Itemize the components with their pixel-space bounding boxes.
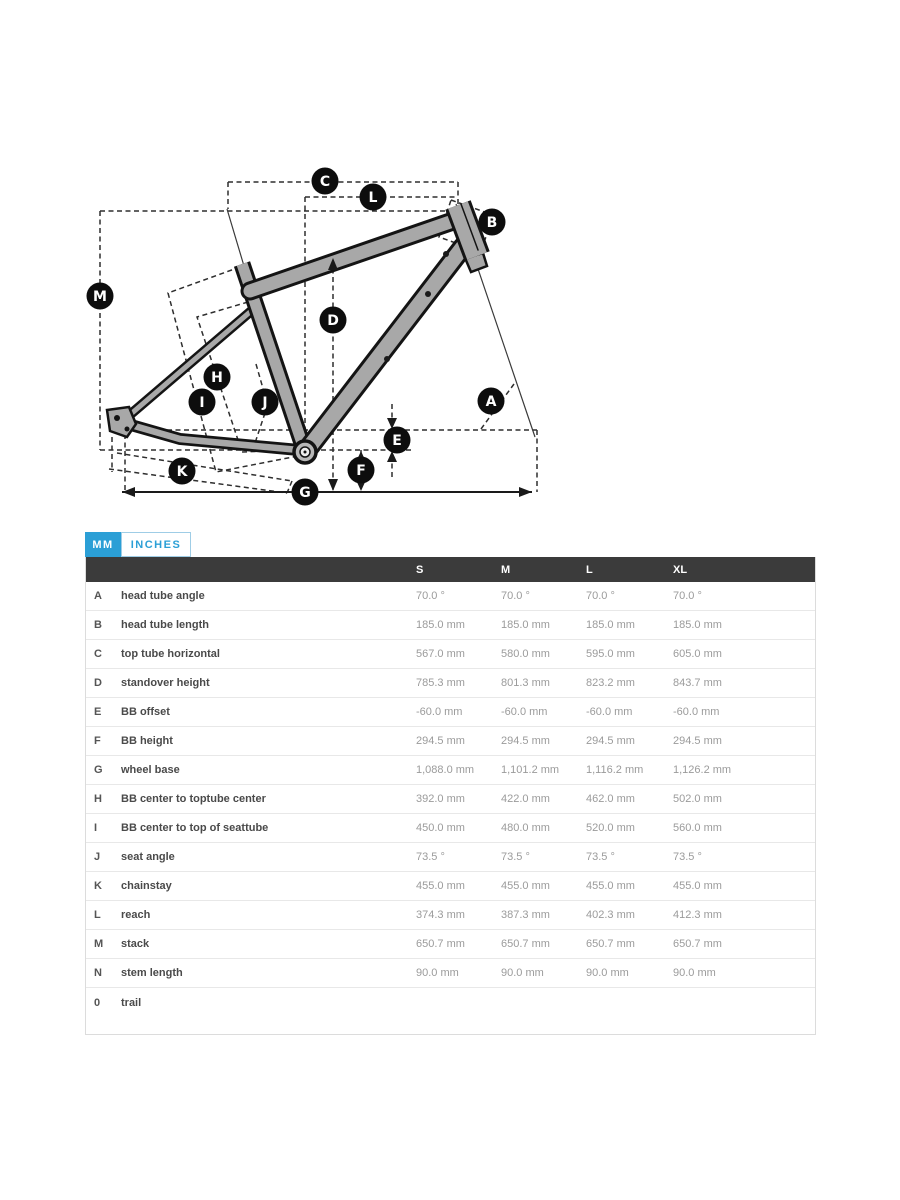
svg-text:I: I [199, 395, 205, 411]
cell-value: 73.5 ° [586, 851, 615, 863]
cell-value: 185.0 mm [586, 619, 635, 631]
cell-value: 823.2 mm [586, 677, 635, 689]
row-name: top tube horizontal [121, 648, 220, 660]
cable-guide-dot [384, 356, 390, 362]
row-letter: N [94, 967, 102, 979]
svg-text:G: G [299, 485, 311, 501]
cell-value: 412.3 mm [673, 909, 722, 921]
cell-value: 650.7 mm [673, 938, 722, 950]
svg-text:M: M [93, 289, 107, 305]
cell-value: 294.5 mm [501, 735, 550, 747]
cell-value: 502.0 mm [673, 793, 722, 805]
row-name: BB offset [121, 706, 170, 718]
svg-text:K: K [176, 464, 188, 480]
column-header-m: M [501, 563, 511, 576]
row-letter: 0 [94, 997, 101, 1009]
rear-dropout [107, 407, 136, 437]
row-letter: B [94, 619, 102, 631]
table-row-d [86, 669, 815, 698]
cell-value: 70.0 ° [673, 590, 702, 602]
row-name: stem length [121, 967, 183, 979]
row-letter: A [94, 590, 102, 602]
cell-value: 650.7 mm [416, 938, 465, 950]
cell-value: 605.0 mm [673, 648, 722, 660]
cell-value: 595.0 mm [586, 648, 635, 660]
row-name: wheel base [121, 764, 180, 776]
column-header-l: L [586, 563, 593, 576]
cell-value: 294.5 mm [416, 735, 465, 747]
cell-value: 392.0 mm [416, 793, 465, 805]
diagram-label-i [189, 389, 216, 416]
cell-value: 73.5 ° [416, 851, 445, 863]
cell-value: 294.5 mm [673, 735, 722, 747]
row-name: head tube length [121, 619, 209, 631]
row-name: reach [121, 909, 151, 921]
cell-value: 70.0 ° [416, 590, 445, 602]
row-letter: I [94, 822, 98, 834]
table-row-k [86, 872, 815, 901]
table-row-h [86, 785, 815, 814]
cell-value: 450.0 mm [416, 822, 465, 834]
cell-value: 70.0 ° [501, 590, 530, 602]
cell-value: 455.0 mm [501, 880, 550, 892]
table-row-e [86, 698, 815, 727]
cell-value: 73.5 ° [501, 851, 530, 863]
cell-value: 567.0 mm [416, 648, 465, 660]
svg-text:L: L [368, 190, 378, 206]
cell-value: 1,088.0 mm [416, 764, 475, 776]
row-letter: J [94, 851, 101, 863]
cell-value: 560.0 mm [673, 822, 722, 834]
row-name: seat angle [121, 851, 175, 863]
diagram-label-d [320, 307, 347, 334]
row-letter: C [94, 648, 102, 660]
row-letter: F [94, 735, 101, 747]
table-row-f [86, 727, 815, 756]
cell-value: 1,126.2 mm [673, 764, 732, 776]
cell-value: -60.0 mm [673, 706, 720, 718]
svg-text:C: C [319, 174, 331, 190]
cell-value: 480.0 mm [501, 822, 550, 834]
diagram-label-h [204, 364, 231, 391]
cell-value: 73.5 ° [673, 851, 702, 863]
cell-value: 422.0 mm [501, 793, 550, 805]
cell-value: 455.0 mm [586, 880, 635, 892]
cell-value: 185.0 mm [416, 619, 465, 631]
diagram-label-a [478, 388, 505, 415]
cell-value: 1,116.2 mm [586, 764, 644, 776]
cell-value: 90.0 mm [586, 967, 629, 979]
diagram-label-c [312, 168, 339, 195]
cell-value: 387.3 mm [501, 909, 550, 921]
cell-value: 90.0 mm [416, 967, 459, 979]
svg-text:A: A [485, 394, 497, 410]
cell-value: -60.0 mm [416, 706, 463, 718]
diagram-label-g [292, 479, 319, 506]
svg-text:B: B [486, 215, 498, 231]
cell-value: 455.0 mm [416, 880, 465, 892]
table-row-o [86, 988, 815, 1034]
unit-tab-inches[interactable]: INCHES [121, 532, 191, 557]
cable-guide-dot [425, 291, 431, 297]
cell-value: 402.3 mm [586, 909, 635, 921]
geometry-table [85, 557, 816, 1035]
diagram-label-k [169, 458, 196, 485]
cell-value: -60.0 mm [586, 706, 633, 718]
diagram-label-e [384, 427, 411, 454]
row-letter: L [94, 909, 101, 921]
table-row-c [86, 640, 815, 669]
row-name: BB height [121, 735, 173, 747]
diagram-label-m [87, 283, 114, 310]
svg-text:J: J [262, 395, 268, 411]
cell-value: 801.3 mm [501, 677, 550, 689]
svg-text:E: E [392, 433, 402, 449]
cell-value: 785.3 mm [416, 677, 465, 689]
column-header-xl: XL [673, 563, 688, 576]
diagram-label-f [348, 457, 375, 484]
cell-value: 374.3 mm [416, 909, 465, 921]
cell-value: 1,101.2 mm [501, 764, 560, 776]
bike-frame [107, 204, 487, 463]
cell-value: 650.7 mm [501, 938, 550, 950]
table-row-a [86, 582, 815, 611]
row-letter: D [94, 677, 102, 689]
row-letter: K [94, 880, 102, 892]
row-name: BB center to toptube center [121, 793, 266, 805]
row-name: head tube angle [121, 590, 205, 602]
svg-text:F: F [356, 463, 366, 479]
row-name: chainstay [121, 880, 172, 892]
row-name: trail [121, 997, 142, 1009]
table-header [86, 557, 815, 582]
cell-value: 70.0 ° [586, 590, 615, 602]
table-row-b [86, 611, 815, 640]
cable-guide-dot [443, 251, 449, 257]
cell-value: 650.7 mm [586, 938, 635, 950]
cell-value: 90.0 mm [673, 967, 716, 979]
diagram-label-l [360, 184, 387, 211]
cell-value: 185.0 mm [673, 619, 722, 631]
diagram-label-b [479, 209, 506, 236]
table-row-g [86, 756, 815, 785]
row-letter: M [94, 938, 104, 950]
cell-value: 520.0 mm [586, 822, 635, 834]
unit-toggle [85, 532, 191, 557]
svg-text:H: H [211, 370, 223, 386]
row-name: standover height [121, 677, 210, 689]
unit-tab-mm[interactable]: MM [85, 532, 121, 557]
table-row-m [86, 930, 815, 959]
column-header-s: S [416, 563, 424, 576]
cell-value: 455.0 mm [673, 880, 722, 892]
table-row-i [86, 814, 815, 843]
cell-value: 90.0 mm [501, 967, 544, 979]
row-name: stack [121, 938, 150, 950]
diagram-label-j [252, 389, 279, 416]
cell-value: 580.0 mm [501, 648, 550, 660]
cell-value: -60.0 mm [501, 706, 548, 718]
table-row-j [86, 843, 815, 872]
bike-geometry-diagram [0, 0, 900, 530]
cell-value: 185.0 mm [501, 619, 550, 631]
row-name: BB center to top of seattube [121, 822, 269, 834]
cell-value: 294.5 mm [586, 735, 635, 747]
cell-value: 843.7 mm [673, 677, 722, 689]
row-letter: H [94, 793, 102, 805]
svg-text:D: D [327, 313, 339, 329]
table-row-n [86, 959, 815, 988]
table-row-l [86, 901, 815, 930]
row-letter: E [94, 706, 102, 718]
cell-value: 462.0 mm [586, 793, 635, 805]
row-letter: G [94, 764, 103, 776]
